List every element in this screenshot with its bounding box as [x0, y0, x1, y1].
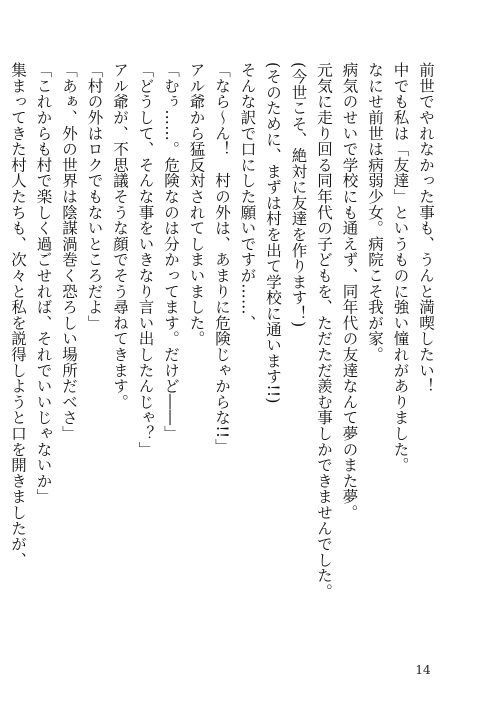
- body-text: [5, 62, 439, 622]
- text-line: アル爺が、不思議そうな顔でそう尋ねてきます。: [111, 62, 129, 410]
- text-line: 「あぁ、外の世界は陰謀渦巻く恐ろしい場所だべさ」: [60, 62, 78, 442]
- text-line: 「なら～ん！ 村の外は、あまりに危険じゃからな!!」: [213, 62, 231, 455]
- text-line: 病気のせいで学校にも通えず、同年代の友達なんて夢のまた夢。: [340, 62, 359, 521]
- text-line: 集まってきた村人たちも、次々と私を説得しようと口を開きましたが、: [9, 62, 27, 568]
- text-line: なにせ前世は病弱少女。病院こそ我が家。: [366, 62, 384, 363]
- text-line: 元気に走り回る同年代の子どもを、ただただ羨む事しかできませんでした。: [315, 62, 333, 600]
- text-line: 「むぅ……。危険なのは分かってます。だけど――」: [162, 62, 180, 442]
- text-line: 「これからも村で楽しく過ごせれば、それでいいじゃないか」: [34, 62, 53, 505]
- text-line: 前世でやれなかった事も、うんと満喫したい！: [417, 62, 435, 394]
- text-line: 中でも私は「友達」というものに強い憧れがありました。: [391, 62, 410, 473]
- text-line: アル爺から猛反対されてしまいました。: [187, 62, 206, 347]
- text-line: (そのために、まずは村を出て学校に通います!!): [264, 62, 282, 404]
- text-line: 「どうして、そんな事をいきなり言い出したんじゃ？」: [136, 62, 155, 457]
- page-number: 14: [415, 663, 431, 677]
- text-line: (今世こそ、絶対に友達を作ります！): [289, 62, 308, 328]
- text-line: そんな訳で口にした願いですが……、: [238, 62, 257, 331]
- text-line: 「村の外はロクでもないところだよ」: [85, 62, 104, 331]
